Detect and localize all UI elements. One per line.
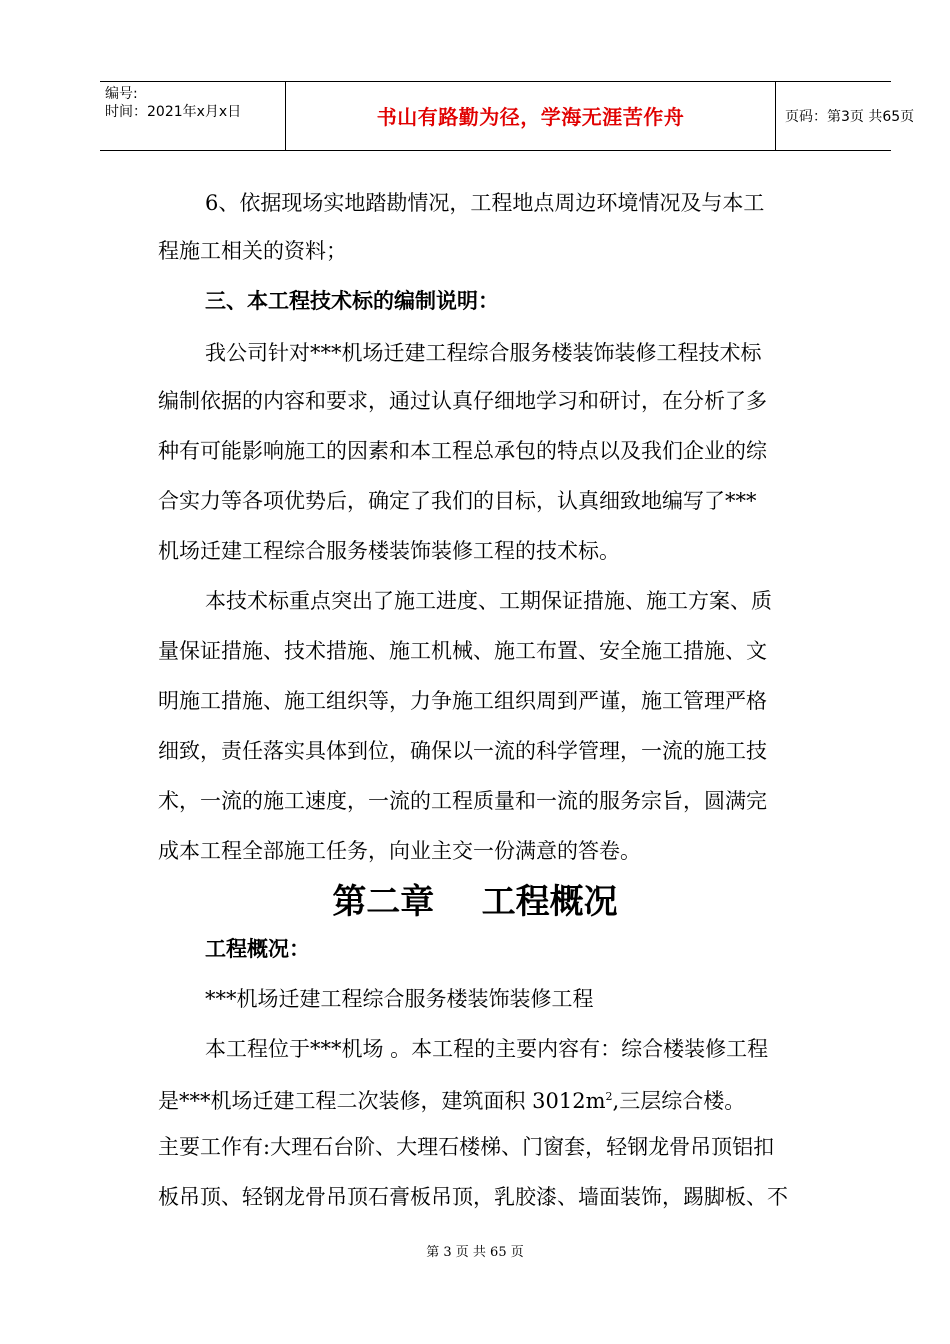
- header-meta-cell: [100, 82, 285, 150]
- paragraph-line: 本技术标重点突出了施工进度、工期保证措施、施工方案、质: [205, 589, 772, 613]
- overview-heading: 工程概况：: [205, 937, 310, 961]
- document-time-label: 时间：2021年x月x日: [105, 104, 242, 120]
- header-motto-cell: [285, 82, 776, 150]
- header-motto: 书山有路勤为径，学海无涯苦作舟: [376, 105, 685, 129]
- paragraph-line: 6、依据现场实地踏勘情况，工程地点周边环境情况及与本工: [205, 191, 765, 215]
- paragraph-line: 明施工措施、施工组织等，力争施工组织周到严谨，施工管理严格: [158, 689, 767, 713]
- paragraph-line: 成本工程全部施工任务，向业主交一份满意的答卷。: [158, 839, 641, 863]
- paragraph-line: [158, 1082, 745, 1116]
- paragraph-line: 细致，责任落实具体到位，确保以一流的科学管理，一流的施工技: [158, 739, 767, 763]
- paragraph-line: 编制依据的内容和要求，通过认真仔细地学习和研讨，在分析了多: [158, 389, 767, 413]
- section-heading: 三、本工程技术标的编制说明：: [205, 289, 499, 313]
- header-page-cell: [775, 82, 915, 150]
- document-code-label: 编号:: [105, 86, 138, 102]
- paragraph-line: 机场迁建工程综合服务楼装饰装修工程的技术标。: [158, 539, 620, 563]
- header-page-info: 页码：第3页 共65页: [785, 109, 915, 125]
- paragraph-text: ,三层综合楼。: [612, 1089, 746, 1113]
- paragraph-line: 主要工作有:大理石台阶、大理石楼梯、门窗套，轻钢龙骨吊顶铝扣: [158, 1135, 775, 1159]
- paragraph-line: 我公司针对***机场迁建工程综合服务楼装饰装修工程技术标: [205, 341, 762, 365]
- paragraph-line: 板吊顶、轻钢龙骨吊顶石膏板吊顶，乳胶漆、墙面装饰，踢脚板、不: [158, 1185, 788, 1209]
- superscript: 2: [605, 1090, 613, 1103]
- page-footer: 第 3 页 共 65 页: [426, 1245, 524, 1260]
- project-name: ***机场迁建工程综合服务楼装饰装修工程: [205, 987, 594, 1011]
- page-header: [100, 81, 915, 151]
- chapter-title: 第二章 工程概况: [332, 882, 618, 922]
- paragraph-text: 是***机场迁建工程二次装修，建筑面积 3012m: [158, 1089, 606, 1113]
- paragraph-line: 本工程位于***机场 。本工程的主要内容有：综合楼装修工程: [205, 1037, 769, 1061]
- paragraph-line: 量保证措施、技术措施、施工机械、施工布置、安全施工措施、文: [158, 639, 767, 663]
- paragraph-line: 术，一流的施工速度，一流的工程质量和一流的服务宗旨，圆满完: [158, 789, 767, 813]
- paragraph-line: 程施工相关的资料；: [158, 239, 347, 263]
- paragraph-line: 合实力等各项优势后，确定了我们的目标，认真细致地编写了***: [158, 489, 757, 513]
- paragraph-line: 种有可能影响施工的因素和本工程总承包的特点以及我们企业的综: [158, 439, 767, 463]
